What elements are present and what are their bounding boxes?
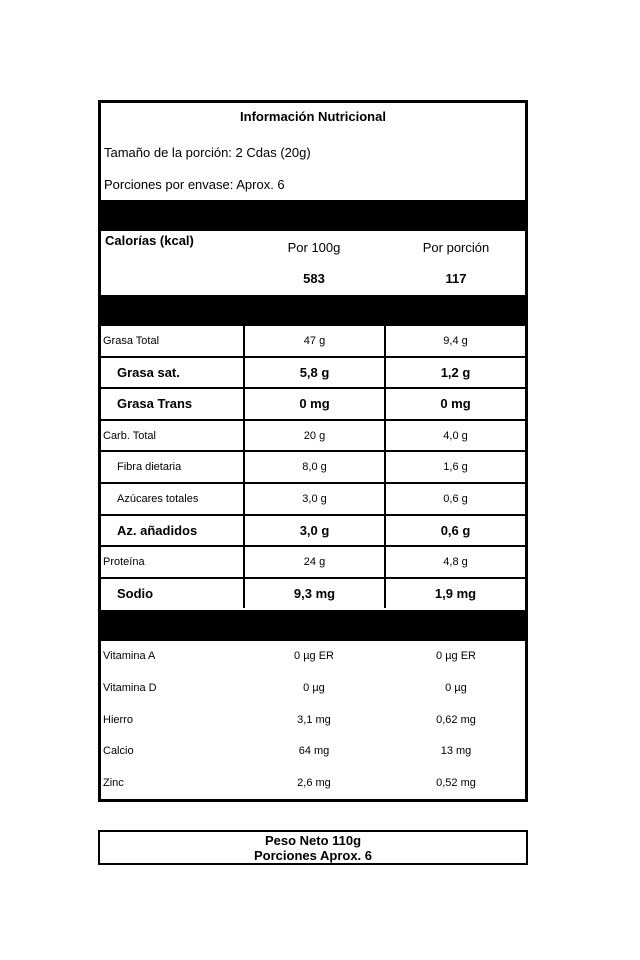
vitamin-name: Calcio (103, 745, 134, 757)
nutrient-row (101, 326, 525, 357)
nutrient-per-portion: 4,8 g (385, 546, 525, 578)
vitamin-per-100g: 0 µg (303, 682, 325, 694)
servings-per-container: Porciones por envase: Aprox. 6 (104, 177, 285, 192)
nutrient-per-portion: 1,9 mg (385, 578, 525, 609)
nutrient-row (101, 451, 525, 483)
nutrient-per-portion: 1,2 g (385, 357, 525, 389)
nutrient-per-100g: 47 g (244, 326, 385, 357)
label-title: Información Nutricional (240, 109, 386, 124)
nutrient-name: Carb. Total (101, 420, 244, 452)
nutrient-per-100g: 3,0 g (244, 515, 385, 547)
nutrient-name: Fibra dietaria (101, 451, 244, 483)
nutrient-per-100g: 20 g (244, 420, 385, 452)
vitamin-per-100g: 64 mg (298, 745, 330, 757)
nutrient-per-100g: 9,3 mg (244, 578, 385, 609)
nutrient-name: Proteína (101, 546, 244, 578)
separator-bar (101, 200, 525, 231)
nutrient-row (101, 357, 525, 389)
nutrient-row (101, 546, 525, 578)
column-header-100g: Por 100g (287, 240, 341, 255)
vitamin-row (101, 650, 525, 670)
nutrient-name: Azúcares totales (101, 483, 244, 515)
separator-bar (101, 610, 525, 641)
net-weight-box (98, 830, 528, 865)
serving-size: Tamaño de la porción: 2 Cdas (20g) (104, 145, 311, 160)
separator-bar (101, 295, 525, 326)
nutrient-per-100g: 8,0 g (244, 451, 385, 483)
calories-100g: 583 (303, 271, 325, 286)
vitamin-row (101, 682, 525, 702)
calories-label: Calorías (kcal) (105, 233, 194, 248)
nutrient-per-100g: 24 g (244, 546, 385, 578)
nutrient-per-portion: 0,6 g (385, 483, 525, 515)
vitamin-per-100g: 0 µg ER (294, 650, 334, 662)
vitamin-per-portion: 0,62 mg (436, 714, 476, 726)
nutrition-facts-label (98, 100, 528, 802)
nutrient-row (101, 483, 525, 515)
nutrient-per-100g: 0 mg (244, 388, 385, 420)
nutrients-table (101, 326, 525, 608)
nutrient-per-portion: 0,6 g (385, 515, 525, 547)
vitamin-per-portion: 13 mg (440, 745, 472, 757)
nutrient-name: Grasa Total (101, 326, 244, 357)
nutrient-per-portion: 4,0 g (385, 420, 525, 452)
nutrient-name: Grasa Trans (101, 388, 244, 420)
vitamin-per-portion: 0 µg (445, 682, 467, 694)
nutrient-name: Az. añadidos (101, 515, 244, 547)
vitamin-name: Hierro (103, 714, 133, 726)
calories-portion: 117 (445, 271, 467, 286)
column-header-portion: Por porción (422, 240, 490, 255)
nutrient-per-100g: 3,0 g (244, 483, 385, 515)
vitamin-name: Vitamina A (103, 650, 156, 662)
nutrient-row (101, 388, 525, 420)
vitamin-name: Zinc (103, 777, 124, 789)
nutrient-per-portion: 0 mg (385, 388, 525, 420)
nutrient-row (101, 578, 525, 609)
nutrient-row (101, 515, 525, 547)
vitamin-per-portion: 0,52 mg (436, 777, 476, 789)
vitamin-row (101, 714, 525, 734)
net-weight: Peso Neto 110g (264, 833, 362, 848)
nutrient-per-portion: 9,4 g (385, 326, 525, 357)
nutrient-name: Grasa sat. (101, 357, 244, 389)
nutrient-per-portion: 1,6 g (385, 451, 525, 483)
vitamin-name: Vitamina D (103, 682, 157, 694)
vitamin-row (101, 777, 525, 797)
portions-approx: Porciones Aprox. 6 (254, 848, 372, 863)
nutrient-row (101, 420, 525, 452)
vitamin-per-portion: 0 µg ER (436, 650, 476, 662)
vitamin-per-100g: 3,1 mg (297, 714, 331, 726)
vitamin-row (101, 745, 525, 765)
nutrient-name: Sodio (101, 578, 244, 609)
vitamin-per-100g: 2,6 mg (297, 777, 331, 789)
nutrient-per-100g: 5,8 g (244, 357, 385, 389)
